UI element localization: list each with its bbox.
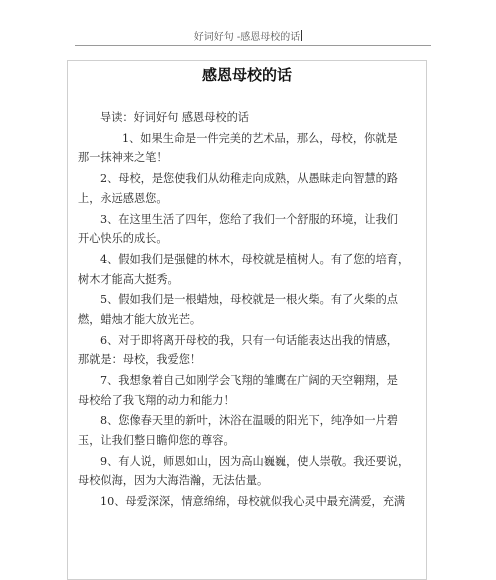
paragraph-line: 4、假如我们是强健的林木，母校就是植树人。有了您的培育，	[100, 252, 410, 266]
paragraph-line: 玉，让我们整日瞻仰您的尊容。	[78, 434, 235, 447]
paragraph-1	[78, 129, 424, 168]
paragraph-line: 9、有人说，师恩如山，因为高山巍巍，使人崇敬。我还要说，	[100, 454, 410, 468]
running-header-text: 好词好句 -感恩母校的话	[193, 32, 301, 43]
paragraph-2	[78, 169, 424, 208]
paragraph-line: 2、母校，是您使我们从幼稚走向成熟，从愚昧走向智慧的路	[100, 172, 398, 186]
document-body	[78, 108, 424, 513]
paragraph-line: 1、如果生命是一件完美的艺术品，那么，母校，你就是	[122, 131, 398, 145]
paragraph-5	[78, 290, 424, 329]
text-cursor	[301, 30, 302, 41]
paragraph-9	[78, 452, 424, 491]
paragraph-4	[78, 250, 424, 289]
paragraph-line: 那就是：母校，我爱您！	[78, 353, 202, 367]
paragraph-line: 树木才能高大挺秀。	[78, 272, 179, 286]
paragraph-10	[78, 492, 424, 512]
paragraph-3	[78, 210, 424, 249]
paragraph-line: 8、您像春天里的新叶，沐浴在温暖的阳光下，纯净如一片碧	[100, 414, 398, 428]
paragraph-line: 母校似海，因为大海浩瀚，无法估量。	[78, 474, 269, 488]
paragraph-line: 上，永远感恩您。	[78, 191, 168, 205]
paragraph-7	[78, 371, 424, 410]
guide-line: 导读：好词好句 感恩母校的话	[100, 111, 249, 124]
paragraph-line: 5、假如我们是一根蜡烛，母校就是一根火柴。有了火柴的点	[100, 293, 398, 307]
paragraph-line: 6、对于即将离开母校的我，只有一句话能表达出我的情感，	[100, 333, 398, 347]
paragraph-line: 母校给了我飞翔的动力和能力！	[78, 393, 235, 407]
document-title: 感恩母校的话	[201, 66, 292, 84]
paragraph-line: 3、在这里生活了四年，您给了我们一个舒服的环境，让我们	[100, 212, 398, 226]
paragraph-line: 燃，蜡烛才能大放光芒。	[78, 312, 202, 326]
header-divider	[75, 45, 431, 46]
paragraph-line: 10、母爱深深，情意绵绵，母校就似我心灵中最充满爱，充满	[100, 495, 406, 509]
paragraph-6	[78, 331, 424, 370]
paragraph-line: 开心快乐的成长。	[78, 232, 168, 246]
running-header	[0, 30, 496, 44]
paragraph-8	[78, 411, 424, 450]
paragraph-line: 那一抹神来之笔！	[78, 151, 168, 165]
paragraph-line: 7、我想象着自己如刚学会飞翔的雏鹰在广阔的天空翱翔，是	[100, 374, 398, 388]
